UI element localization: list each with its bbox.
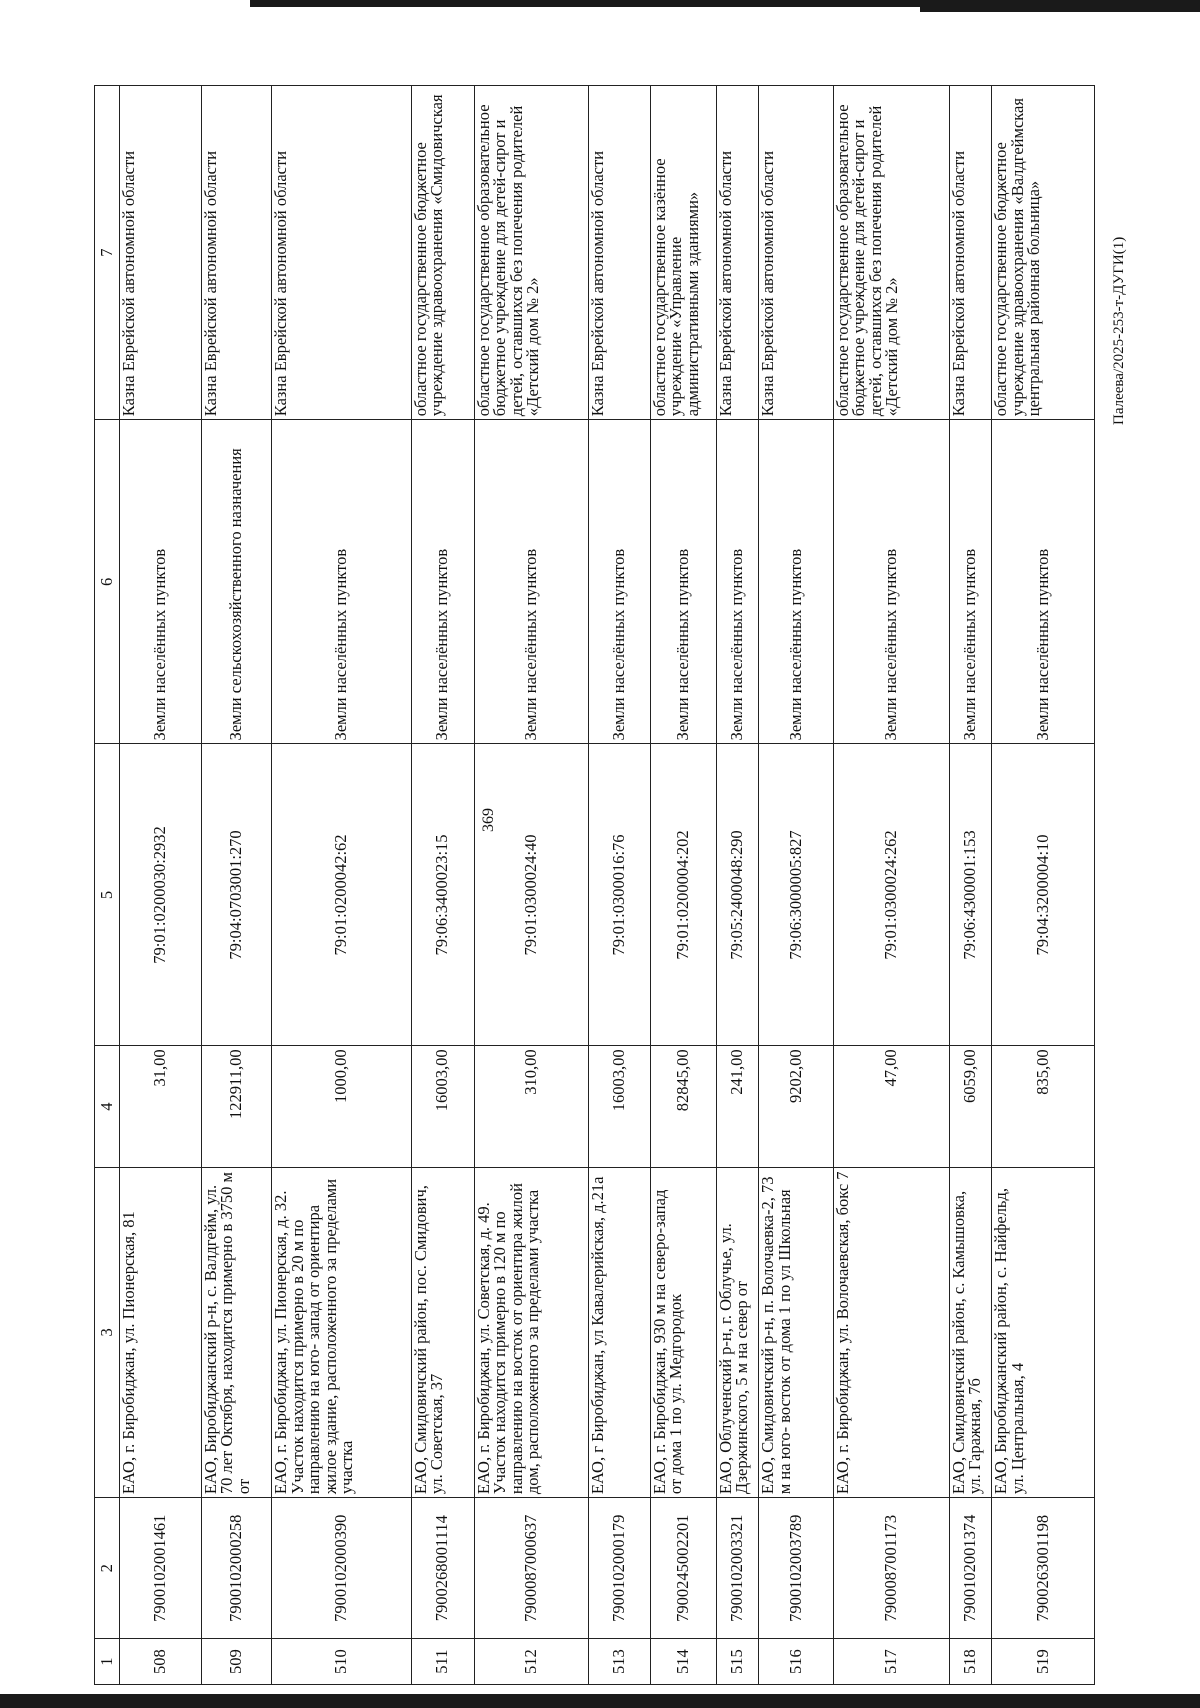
cell-owner: Казна Еврейской автономной области	[589, 86, 650, 420]
col-header-5: 5	[95, 744, 120, 1046]
table-row	[272, 86, 411, 1685]
cell-cadastral: 79:04:3200004:10	[992, 744, 1095, 1046]
cell-cadastral: 79:04:0703001:270	[201, 744, 272, 1046]
cell-area: 310,00	[474, 1046, 589, 1167]
cell-category: Земли населённых пунктов	[650, 420, 716, 744]
col-header-3: 3	[95, 1167, 120, 1497]
cell-category: Земли населённых пунктов	[411, 420, 474, 744]
cell-category: Земли населённых пунктов	[759, 420, 833, 744]
cell-owner: Казна Еврейской автономной области	[759, 86, 833, 420]
cell-address: ЕАО, Смидовичский район, пос. Смидович, ул. Советская, 37	[411, 1167, 474, 1497]
cell-owner: Казна Еврейской автономной области	[201, 86, 272, 420]
cell-no: 516	[759, 1639, 833, 1685]
table-row	[759, 86, 833, 1685]
cell-category: Земли населённых пунктов	[949, 420, 992, 744]
cell-code: 7900102000179	[589, 1498, 650, 1639]
cell-category: Земли населённых пунктов	[589, 420, 650, 744]
cell-owner: Казна Еврейской автономной области	[120, 86, 202, 420]
cell-category: Земли сельскохозяйственного назначения	[201, 420, 272, 744]
cell-code: 7900087001173	[833, 1498, 949, 1639]
cell-code: 7900102000258	[201, 1498, 272, 1639]
cell-area: 1000,00	[272, 1046, 411, 1167]
table-row	[589, 86, 650, 1685]
col-header-4: 4	[95, 1046, 120, 1167]
cell-cadastral: 79:01:0200004:202	[650, 744, 716, 1046]
cell-address: ЕАО, Смидовичский р-н, п. Волочаевка-2, 73 м на юго- восток от дома 1 по ул Школьная	[759, 1167, 833, 1497]
cell-owner: Казна Еврейской автономной области	[272, 86, 411, 420]
cell-address: ЕАО, г. Биробиджан, ул. Пионерская, д. 32. Участок находится примерно в 20 м по направлению на юго- запад от ориентира жилое здание, расположенного за пределами участка	[272, 1167, 411, 1497]
col-header-7: 7	[95, 86, 120, 420]
cell-area: 6059,00	[949, 1046, 992, 1167]
cell-area: 122911,00	[201, 1046, 272, 1167]
table-row	[716, 86, 759, 1685]
table-row	[992, 86, 1095, 1685]
cell-address: ЕАО, г. Биробиджан, ул. Пионерская, 81	[120, 1167, 202, 1497]
col-header-2: 2	[95, 1498, 120, 1639]
cell-code: 7900102003789	[759, 1498, 833, 1639]
cell-code: 7900087000637	[474, 1498, 589, 1639]
cell-no: 515	[716, 1639, 759, 1685]
cell-category: Земли населённых пунктов	[120, 420, 202, 744]
table-row	[650, 86, 716, 1685]
cell-code: 7900102003321	[716, 1498, 759, 1639]
col-header-1: 1	[95, 1639, 120, 1685]
rotated-table-container	[94, 85, 1095, 1685]
cell-no: 519	[992, 1639, 1095, 1685]
cell-cadastral: 79:01:0300016:76	[589, 744, 650, 1046]
cell-code: 7900263001198	[992, 1498, 1095, 1639]
cell-area: 9202,00	[759, 1046, 833, 1167]
cell-area: 241,00	[716, 1046, 759, 1167]
cell-owner: Казна Еврейской автономной области	[949, 86, 992, 420]
cell-code: 7900102001461	[120, 1498, 202, 1639]
cell-area: 16003,00	[589, 1046, 650, 1167]
cell-owner: Казна Еврейской автономной области	[716, 86, 759, 420]
col-header-6: 6	[95, 420, 120, 744]
table-row	[474, 86, 589, 1685]
cell-no: 508	[120, 1639, 202, 1685]
cell-code: 7900102000390	[272, 1498, 411, 1639]
cell-category: Земли населённых пунктов	[716, 420, 759, 744]
cell-owner: областное государственное образовательное бюджетное учреждение для детей-сирот и детей, оставшихся без попечения родителей «Детский дом № 2»	[474, 86, 589, 420]
cell-address: ЕАО, Облученский р-н, г. Облучье, ул. Дзержинского, 5 м на север от	[716, 1167, 759, 1497]
cell-category: Земли населённых пунктов	[272, 420, 411, 744]
cell-no: 518	[949, 1639, 992, 1685]
cell-cadastral: 79:01:0200042:62	[272, 744, 411, 1046]
cell-category: Земли населённых пунктов	[992, 420, 1095, 744]
table-row	[120, 86, 202, 1685]
cell-address: ЕАО, Биробиджанский район, с. Найфельд, ул. Центральная, 4	[992, 1167, 1095, 1497]
cell-area: 835,00	[992, 1046, 1095, 1167]
cell-area: 82845,00	[650, 1046, 716, 1167]
scan-top-edge-thick	[920, 0, 1200, 12]
table-row	[833, 86, 949, 1685]
cell-area: 16003,00	[411, 1046, 474, 1167]
cell-address: ЕАО, г. Биробиджан, ул. Волочаевская, бокс 7	[833, 1167, 949, 1497]
cell-no: 511	[411, 1639, 474, 1685]
table-row	[201, 86, 272, 1685]
cell-cadastral: 79:06:3000005:827	[759, 744, 833, 1046]
cell-no: 512	[474, 1639, 589, 1685]
cell-address: ЕАО, г. Биробиджан, 930 м на северо-запад от дома 1 по ул. Медгородок	[650, 1167, 716, 1497]
cell-address: ЕАО, Биробиджанский р-н, с. Валдгейм, ул. 70 лет Октября, находится примерно в 3750 м от	[201, 1167, 272, 1497]
cell-no: 514	[650, 1639, 716, 1685]
cell-category: Земли населённых пунктов	[833, 420, 949, 744]
cell-address: ЕАО, г Биробиджан, ул Кавалерийская, д.21а	[589, 1167, 650, 1497]
footer-reference: Палеева/2025-253-т-ДУГИ(1)	[1111, 236, 1127, 425]
scan-bottom-edge	[0, 1694, 1200, 1708]
cell-area: 47,00	[833, 1046, 949, 1167]
cell-address: ЕАО, Смидовичский район, с. Камышовка, ул. Гаражная, 7б	[949, 1167, 992, 1497]
cell-cadastral: 79:01:0200030:2932	[120, 744, 202, 1046]
cell-cadastral: 79:06:3400023:15	[411, 744, 474, 1046]
cell-owner: областное государственное бюджетное учреждение здравоохранения «Смидовичская	[411, 86, 474, 420]
cell-cadastral: 79:06:4300001:153	[949, 744, 992, 1046]
cell-area: 31,00	[120, 1046, 202, 1167]
property-table	[94, 85, 1095, 1685]
column-number-row	[95, 86, 120, 1685]
table-row	[411, 86, 474, 1685]
cell-no: 513	[589, 1639, 650, 1685]
cell-code: 7900268001114	[411, 1498, 474, 1639]
cell-category: Земли населённых пунктов	[474, 420, 589, 744]
cell-cadastral: 79:01:0300024:262	[833, 744, 949, 1046]
cell-owner: областное государственное образовательное бюджетное учреждение для детей-сирот и детей, оставшихся без попечения родителей «Детский дом № 2»	[833, 86, 949, 420]
cell-address: ЕАО, г. Биробиджан, ул. Советская, д. 49. Участок находится примерно в 120 м по направлению на восток от ориентира жилой дом, расположенного за пределами участка	[474, 1167, 589, 1497]
page-number: 369	[480, 808, 497, 832]
cell-no: 510	[272, 1639, 411, 1685]
cell-cadastral: 79:05:2400048:290	[716, 744, 759, 1046]
cell-owner: областное государственное бюджетное учреждение здравоохранения «Валдгеймская центральная районная больница»	[992, 86, 1095, 420]
cell-no: 509	[201, 1639, 272, 1685]
cell-code: 7900245002201	[650, 1498, 716, 1639]
cell-cadastral: 79:01:0300024:40	[474, 744, 589, 1046]
cell-owner: областное государственное казённое учреждение «Управление административными зданиями»	[650, 86, 716, 420]
cell-no: 517	[833, 1639, 949, 1685]
cell-code: 7900102001374	[949, 1498, 992, 1639]
table-row	[949, 86, 992, 1685]
